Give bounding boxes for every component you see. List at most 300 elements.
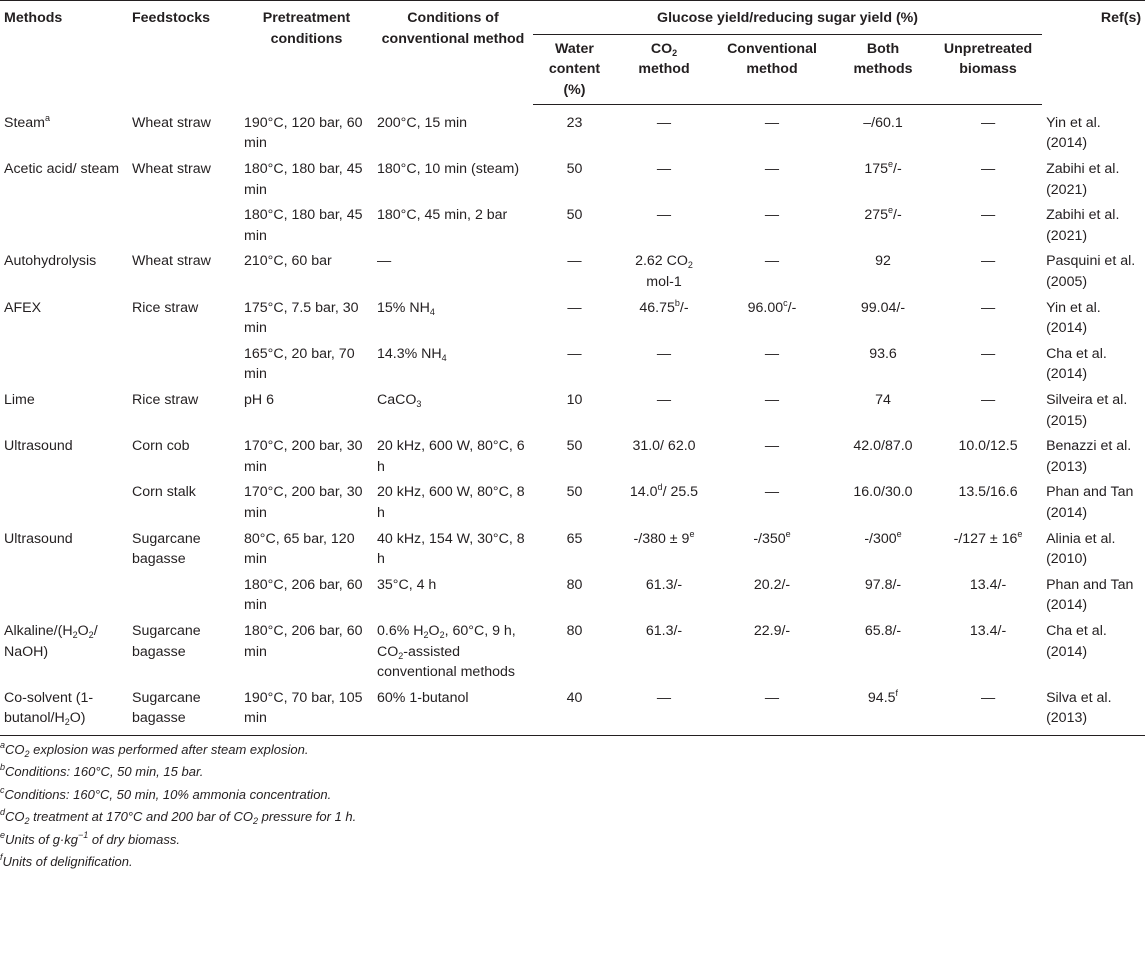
cell-text: — <box>764 115 780 132</box>
header-co2-method: $CO_2$ method <box>616 34 712 105</box>
cell-convm <box>712 434 832 480</box>
cell-text: — <box>377 253 392 270</box>
cell-pre <box>240 157 373 203</box>
cell-text: — <box>764 484 780 501</box>
cell-text: 2 <box>423 629 429 640</box>
cell-text: Steam <box>4 114 46 131</box>
cell-text: 4 <box>429 306 435 317</box>
cell-text: — <box>764 689 780 706</box>
footnote-text: Units of delignification. <box>2 854 133 870</box>
cell-pre <box>240 105 373 157</box>
cell-text: 65.8/- <box>864 622 902 639</box>
cell-method <box>0 619 128 686</box>
cell-conv <box>373 619 533 686</box>
cell-text: — <box>567 253 582 270</box>
cell-co2 <box>616 249 712 295</box>
cell-text: 16.0/30.0 <box>853 484 913 501</box>
cell-text: Rice straw <box>132 392 199 408</box>
cell-text: — <box>980 392 996 408</box>
cell-conv <box>373 342 533 388</box>
cell-text: mol-1 <box>646 274 682 291</box>
cell-unp <box>934 157 1042 203</box>
cell-text: Corn cob <box>132 438 190 455</box>
cell-feed <box>128 249 240 295</box>
cell-text: 2 <box>439 629 445 640</box>
cell-ref <box>1042 388 1145 434</box>
cell-text: 275 <box>864 207 888 224</box>
cell-text: Sugarcane bagasse <box>132 530 201 568</box>
cell-water <box>533 480 616 526</box>
cell-text: 2 <box>64 717 70 728</box>
cell-convm <box>712 527 832 573</box>
footnote-text: Conditions: 160°C, 50 min, 15 bar. <box>5 764 204 780</box>
cell-pre <box>240 296 373 342</box>
cell-text: 92 <box>875 253 891 270</box>
cell-text: 165°C, 20 bar, 70 min <box>244 345 355 383</box>
cell-text: Sugarcane bagasse <box>132 622 201 660</box>
cell-text: Rice straw <box>132 299 199 316</box>
cell-conv <box>373 527 533 573</box>
cell-method <box>0 157 128 203</box>
cell-text: 20 kHz, 600 W, 80°C, 6 h <box>377 438 525 475</box>
table-row <box>0 296 1145 342</box>
cell-feed <box>128 105 240 157</box>
cell-convm <box>712 388 832 434</box>
cell-water <box>533 527 616 573</box>
cell-text: Silva et al. (2013) <box>1046 689 1112 727</box>
cell-co2 <box>616 296 712 342</box>
cell-method <box>0 527 128 573</box>
footnote-text: CO <box>5 741 25 757</box>
cell-text: -/350 <box>753 530 786 547</box>
cell-feed <box>128 296 240 342</box>
cell-text: — <box>764 207 780 224</box>
cell-text: — <box>656 689 672 706</box>
cell-text: 10 <box>566 392 583 408</box>
cell-convm <box>712 686 832 736</box>
cell-text: e <box>896 528 902 539</box>
cell-text: 190°C, 70 bar, 105 min <box>244 689 363 727</box>
cell-co2 <box>616 105 712 157</box>
cell-method <box>0 342 128 388</box>
cell-text: 2 <box>398 650 404 661</box>
cell-text: a <box>45 112 51 123</box>
cell-text: — <box>980 115 996 132</box>
cell-text: Wheat straw <box>132 253 211 270</box>
cell-text: — <box>567 345 582 362</box>
cell-text: — <box>764 253 780 270</box>
cell-text: b <box>674 297 680 308</box>
footnote-text: b <box>0 762 6 773</box>
cell-text: 180°C, 206 bar, 60 min <box>244 622 363 660</box>
cell-text: Ultrasound <box>4 438 73 455</box>
cell-pre <box>240 203 373 249</box>
cell-text: Wheat straw <box>132 114 211 131</box>
cell-text: f <box>895 687 899 698</box>
cell-conv <box>373 249 533 295</box>
cell-text: /- <box>893 161 902 178</box>
cell-conv <box>373 388 533 434</box>
cell-text: –/60.1 <box>863 115 903 132</box>
cell-text: 80 <box>566 622 583 639</box>
cell-text: / 25.5 <box>662 484 699 501</box>
cell-water <box>533 296 616 342</box>
cell-text: Alkaline/(H <box>4 622 73 639</box>
footnote-text: treatment at 170°C and 200 bar of CO <box>29 809 253 825</box>
cell-text: 180°C, 45 min, 2 bar <box>377 207 508 224</box>
table-row <box>0 573 1145 619</box>
cell-text: 13.4/- <box>969 576 1007 593</box>
cell-co2 <box>616 480 712 526</box>
cell-text: — <box>980 253 996 270</box>
cell-text: Cha et al. (2014) <box>1046 345 1107 383</box>
cell-text: 4 <box>441 352 447 363</box>
cell-text: 14.3% NH <box>377 345 442 362</box>
cell-text: 15% NH <box>377 299 430 316</box>
cell-text: — <box>656 392 672 408</box>
cell-unp <box>934 527 1042 573</box>
cell-both <box>832 686 934 736</box>
cell-text: O <box>428 622 440 639</box>
footnote-text: Units of g·kg <box>5 831 78 847</box>
cell-ref <box>1042 686 1145 736</box>
cell-text: CaCO <box>377 392 417 408</box>
cell-both <box>832 296 934 342</box>
cell-text: 14.0 <box>629 484 658 501</box>
cell-pre <box>240 388 373 434</box>
cell-text: pH 6 <box>244 392 274 408</box>
cell-method <box>0 296 128 342</box>
cell-unp <box>934 342 1042 388</box>
cell-ref <box>1042 434 1145 480</box>
cell-text: Acetic acid/ steam <box>4 161 120 178</box>
cell-text: e <box>1017 528 1023 539</box>
cell-text: AFEX <box>4 299 42 316</box>
header-both-methods: Both methods <box>832 34 934 105</box>
cell-text: O) <box>69 710 86 727</box>
cell-text: Phan and Tan (2014) <box>1046 484 1134 521</box>
footnote-text: 2 <box>24 748 30 759</box>
cell-text: — <box>980 689 996 706</box>
cell-convm <box>712 619 832 686</box>
cell-text: Silveira et al. (2015) <box>1046 392 1128 429</box>
cell-water <box>533 157 616 203</box>
cell-text: 2 <box>88 629 94 640</box>
cell-co2 <box>616 157 712 203</box>
cell-ref <box>1042 619 1145 686</box>
cell-text: 31.0/ 62.0 <box>632 438 696 455</box>
cell-unp <box>934 388 1042 434</box>
cell-text: -/300 <box>864 530 897 547</box>
cell-water <box>533 619 616 686</box>
cell-water <box>533 203 616 249</box>
cell-text: e <box>887 205 893 216</box>
cell-feed <box>128 480 240 526</box>
cell-water <box>533 686 616 736</box>
cell-co2 <box>616 434 712 480</box>
cell-text: — <box>980 299 996 316</box>
cell-water <box>533 573 616 619</box>
cell-text: 180°C, 10 min (steam) <box>377 161 520 178</box>
cell-text: Autohydrolysis <box>4 253 97 270</box>
cell-text: Ultrasound <box>4 530 73 547</box>
cell-text: Lime <box>4 392 35 408</box>
table-row <box>0 105 1145 157</box>
cell-text: Zabihi et al. (2021) <box>1046 207 1120 244</box>
cell-unp <box>934 203 1042 249</box>
footnote <box>0 761 1145 784</box>
table-row <box>0 249 1145 295</box>
cell-text: Yin et al. (2014) <box>1046 114 1101 152</box>
cell-text: 13.4/- <box>969 622 1007 639</box>
cell-feed <box>128 619 240 686</box>
cell-text: — <box>764 438 780 455</box>
cell-text: 2 <box>687 260 693 271</box>
footnote-text: pressure for 1 h. <box>257 809 357 825</box>
cell-text: -/127 ± 16 <box>953 530 1018 547</box>
cell-feed <box>128 434 240 480</box>
cell-text: 46.75 <box>639 299 675 316</box>
cell-text: Pasquini et al. (2005) <box>1046 253 1136 291</box>
cell-text: — <box>980 207 996 224</box>
cell-ref <box>1042 573 1145 619</box>
cell-pre <box>240 686 373 736</box>
cell-text: /- <box>787 299 797 316</box>
cell-text: 80 <box>566 576 583 593</box>
cell-both <box>832 527 934 573</box>
footnote-text: e <box>0 829 6 840</box>
cell-text: Zabihi et al. (2021) <box>1046 161 1120 198</box>
footnote-text: CO <box>5 809 25 825</box>
cell-water <box>533 434 616 480</box>
cell-pre <box>240 480 373 526</box>
cell-unp <box>934 686 1042 736</box>
header-refs: Ref(s) <box>1042 1 1145 105</box>
table-body <box>0 105 1145 736</box>
cell-text: — <box>764 161 780 178</box>
cell-convm <box>712 573 832 619</box>
footnote <box>0 829 1145 852</box>
cell-text: — <box>764 392 780 408</box>
cell-ref <box>1042 296 1145 342</box>
cell-both <box>832 105 934 157</box>
cell-both <box>832 388 934 434</box>
footnote-text: −1 <box>78 829 89 840</box>
cell-text: 22.9/- <box>753 622 791 639</box>
cell-ref <box>1042 203 1145 249</box>
cell-text: e <box>785 528 791 539</box>
cell-water <box>533 249 616 295</box>
footnote-text: d <box>0 807 6 818</box>
footnote-text: a <box>0 739 6 750</box>
cell-feed <box>128 573 240 619</box>
cell-feed <box>128 157 240 203</box>
footnote-text: 2 <box>24 816 30 827</box>
cell-text: 20.2/- <box>753 576 791 593</box>
footnote <box>0 851 1145 874</box>
cell-convm <box>712 296 832 342</box>
cell-pre <box>240 434 373 480</box>
footnote-text: f <box>0 852 3 863</box>
cell-text: O <box>77 622 89 639</box>
cell-text: 40 <box>566 689 583 706</box>
cell-text: 175 <box>864 161 888 178</box>
cell-feed <box>128 342 240 388</box>
cell-text: c <box>783 297 788 308</box>
cell-text: — <box>980 161 996 178</box>
cell-text: — <box>980 345 996 362</box>
cell-text: — <box>656 161 672 178</box>
table-row <box>0 342 1145 388</box>
cell-text: 170°C, 200 bar, 30 min <box>244 484 363 521</box>
cell-method <box>0 480 128 526</box>
cell-text: 180°C, 180 bar, 45 min <box>244 161 363 198</box>
table-row <box>0 434 1145 480</box>
header-feedstocks: Feedstocks <box>128 1 240 105</box>
cell-text: 2.62 CO <box>635 253 688 270</box>
footnote <box>0 784 1145 807</box>
cell-text: 20 kHz, 600 W, 80°C, 8 h <box>377 484 525 521</box>
cell-conv <box>373 296 533 342</box>
cell-text: 190°C, 120 bar, 60 min <box>244 114 363 152</box>
cell-unp <box>934 105 1042 157</box>
footnote-text: of dry biomass. <box>88 831 181 847</box>
cell-text: 97.8/- <box>864 576 902 593</box>
cell-text: Corn stalk <box>132 484 196 501</box>
cell-co2 <box>616 686 712 736</box>
cell-text: 175°C, 7.5 bar, 30 min <box>244 299 359 337</box>
cell-unp <box>934 434 1042 480</box>
cell-text: — <box>656 207 672 224</box>
header-methods: Methods <box>0 1 128 105</box>
cell-text: , 60°C, 9 h, CO <box>377 622 516 660</box>
cell-text: 42.0/87.0 <box>853 438 913 455</box>
footnote <box>0 806 1145 829</box>
cell-ref <box>1042 527 1145 573</box>
table-row <box>0 388 1145 434</box>
cell-text: Benazzi et al. (2013) <box>1046 438 1132 475</box>
cell-method <box>0 249 128 295</box>
table-row <box>0 619 1145 686</box>
cell-text: e <box>689 528 695 539</box>
cell-ref <box>1042 342 1145 388</box>
cell-text: 23 <box>566 115 583 132</box>
cell-text: Phan and Tan (2014) <box>1046 576 1134 614</box>
footnote-text: explosion was performed after steam explosion. <box>29 741 309 757</box>
cell-pre <box>240 527 373 573</box>
header-unpretreated-biomass: Unpretreated biomass <box>934 34 1042 105</box>
cell-text: 61.3/- <box>645 576 683 593</box>
cell-conv <box>373 203 533 249</box>
table-row <box>0 686 1145 736</box>
cell-conv <box>373 573 533 619</box>
cell-text: — <box>567 299 582 316</box>
cell-text: 50 <box>566 484 583 501</box>
cell-both <box>832 249 934 295</box>
cell-convm <box>712 342 832 388</box>
cell-text: 0.6% H <box>377 622 424 639</box>
footnotes <box>0 736 1145 874</box>
cell-convm <box>712 203 832 249</box>
cell-both <box>832 342 934 388</box>
cell-text: /- <box>893 207 902 224</box>
cell-both <box>832 573 934 619</box>
footnote-text: c <box>0 784 5 795</box>
cell-text: 210°C, 60 bar <box>244 253 332 270</box>
footnote <box>0 739 1145 762</box>
cell-both <box>832 434 934 480</box>
cell-ref <box>1042 480 1145 526</box>
cell-convm <box>712 157 832 203</box>
cell-text: 99.04/- <box>860 299 906 316</box>
cell-unp <box>934 249 1042 295</box>
cell-method <box>0 203 128 249</box>
cell-text: Co-solvent (1-butanol/H <box>4 689 94 727</box>
cell-text: — <box>656 345 672 362</box>
cell-text: /- <box>679 299 689 316</box>
cell-ref <box>1042 249 1145 295</box>
table-row <box>0 157 1145 203</box>
cell-text: — <box>656 115 672 132</box>
table-row <box>0 203 1145 249</box>
cell-conv <box>373 434 533 480</box>
cell-both <box>832 480 934 526</box>
cell-method <box>0 573 128 619</box>
cell-text: 50 <box>566 438 583 455</box>
cell-conv <box>373 105 533 157</box>
cell-text: 2 <box>72 629 78 640</box>
cell-text: 96.00 <box>747 299 784 316</box>
cell-text: 93.6 <box>869 345 897 362</box>
cell-co2 <box>616 573 712 619</box>
cell-unp <box>934 480 1042 526</box>
cell-pre <box>240 342 373 388</box>
cell-feed <box>128 527 240 573</box>
header-yield-group: Glucose yield/reducing sugar yield (%) <box>533 1 1042 35</box>
cell-text: 65 <box>566 530 583 547</box>
cell-text: 50 <box>566 207 583 224</box>
cell-pre <box>240 249 373 295</box>
cell-text: 50 <box>566 161 583 178</box>
cell-method <box>0 105 128 157</box>
cell-text: -/380 ± 9 <box>633 530 690 547</box>
cell-text: 10.0/12.5 <box>958 438 1018 455</box>
cell-text: 180°C, 206 bar, 60 min <box>244 576 363 614</box>
cell-method <box>0 388 128 434</box>
cell-method <box>0 686 128 736</box>
cell-unp <box>934 619 1042 686</box>
cell-text: d <box>657 482 663 493</box>
cell-text: 200°C, 15 min <box>377 114 468 131</box>
cell-ref <box>1042 105 1145 157</box>
cell-text: 80°C, 65 bar, 120 min <box>244 530 355 568</box>
cell-convm <box>712 480 832 526</box>
header-conventional-method: Conventional method <box>712 34 832 105</box>
cell-text: Cha et al. (2014) <box>1046 622 1107 660</box>
cell-text: Alinia et al. (2010) <box>1046 530 1116 568</box>
footnote-text: 2 <box>252 816 258 827</box>
cell-co2 <box>616 388 712 434</box>
cell-text: 13.5/16.6 <box>958 484 1018 501</box>
cell-feed <box>128 686 240 736</box>
cell-pre <box>240 573 373 619</box>
cell-co2 <box>616 527 712 573</box>
cell-conv <box>373 686 533 736</box>
cell-text: 170°C, 200 bar, 30 min <box>244 438 363 475</box>
cell-unp <box>934 296 1042 342</box>
cell-text: Sugarcane bagasse <box>132 689 201 727</box>
cell-text: 180°C, 180 bar, 45 min <box>244 207 363 244</box>
